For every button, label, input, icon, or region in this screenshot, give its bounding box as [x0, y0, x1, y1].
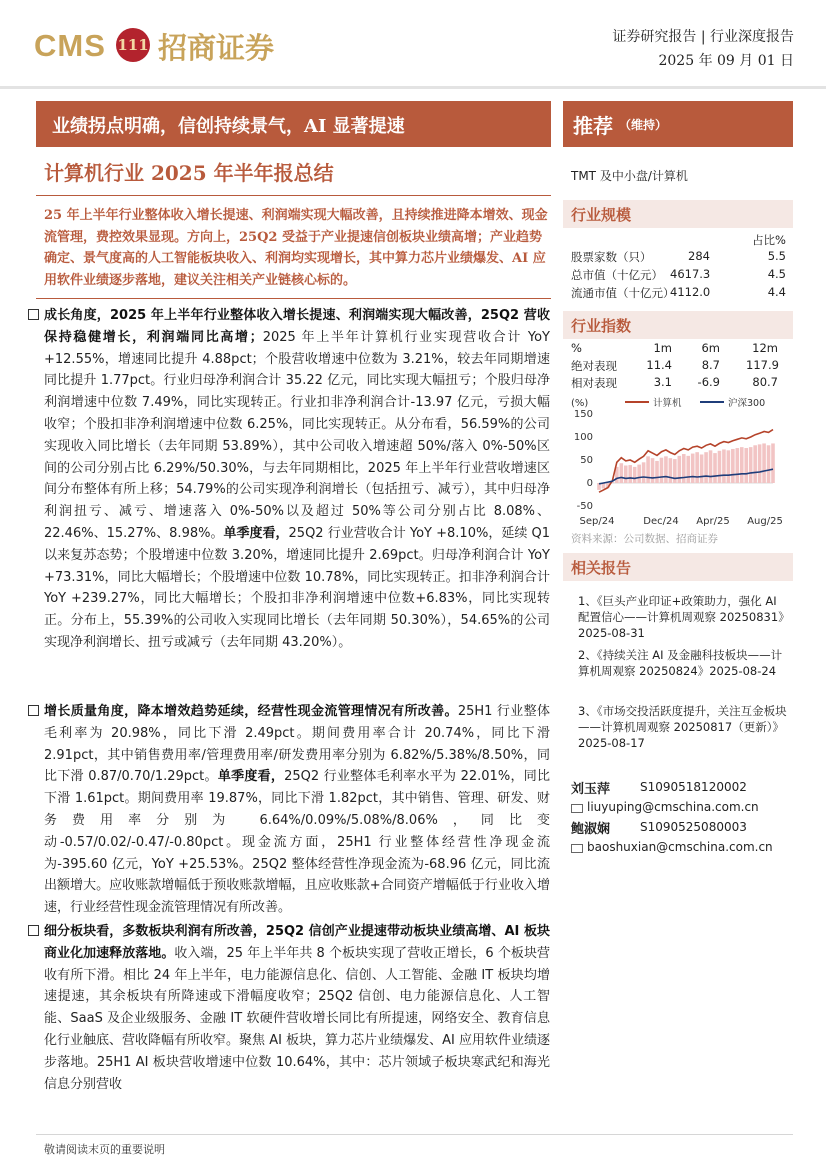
subtitle-divider [36, 195, 551, 196]
chart-ytick-label: 150 [573, 409, 593, 420]
analyst-email[interactable]: baoshuxian@cmschina.com.cn [587, 840, 773, 854]
chart-ytick-label: 50 [580, 455, 593, 466]
chart-relative-bar [771, 443, 775, 483]
chart-relative-bar [749, 447, 753, 483]
scale-title: 行业规模 [571, 206, 632, 224]
footer-note: 敬请阅读末页的重要说明 [44, 1143, 165, 1156]
logo-company-name: 招商证券 [158, 31, 275, 65]
report-item[interactable]: 1、《巨头产业印证+政策助力，强化 AI 配置信心——计算机周观察 20250831》2025-08-31 [578, 594, 784, 640]
chart-relative-bar [727, 450, 731, 483]
chart-relative-bar [731, 449, 735, 483]
index-row-label: 绝对表现 [571, 359, 617, 373]
footer-divider [36, 1134, 793, 1135]
report-subtitle: 计算机行业 2025 年半年报总结 [44, 161, 334, 185]
chart-relative-bar [686, 456, 690, 483]
chart-relative-bar [744, 448, 748, 483]
chart-xtick-label: Sep/24 [579, 516, 615, 527]
chart-relative-bar [678, 456, 682, 483]
bullet-icon [28, 309, 39, 320]
chart-ytick-label: 0 [586, 478, 593, 489]
index-value: 8.7 [701, 358, 720, 372]
scale-row-pct: 4.4 [767, 285, 786, 299]
index-col-header: 1m [653, 341, 672, 355]
chart-relative-bar [758, 444, 762, 483]
index-header [563, 311, 793, 339]
chart-relative-bar [736, 448, 740, 483]
report-date: 2025 年 09 月 01 日 [658, 53, 794, 69]
chart-legend-label: 计算机 [653, 398, 682, 409]
index-value: 117.9 [746, 358, 779, 372]
scale-header [563, 200, 793, 228]
chart-relative-bar [740, 447, 744, 483]
logo-mark-icon: 111 [116, 28, 150, 62]
section-quality-text: 25H1 行业整体毛利率为 20.98%，同比下滑 2.49pct。期间费用率合计 20.74%，同比下滑 2.91pct，其中销售费用率/管理费用率/研发费用率分别为 6.82%/5.38%/8.50%，同比下滑 0.87/0.70/1.29pct。 [44, 704, 550, 785]
index-chart [563, 392, 798, 532]
chart-relative-bar [646, 456, 650, 483]
index-col-header: % [571, 341, 582, 355]
chart-ylabel: (%) [571, 398, 589, 409]
mail-icon [571, 844, 583, 853]
chart-relative-bar [767, 445, 771, 483]
chart-relative-bar [628, 465, 632, 483]
chart-relative-bar [655, 461, 659, 483]
index-value: -6.9 [697, 375, 720, 389]
scale-row-pct: 4.5 [767, 267, 786, 281]
chart-relative-bar [709, 450, 713, 483]
scale-col-header: 占比% [752, 233, 786, 247]
scale-row-value: 4617.3 [670, 267, 711, 281]
main-title-bar [36, 101, 551, 147]
chart-relative-bar [753, 445, 757, 483]
section-sectors-bold: 细分板块看，多数板块利润有所改善，25Q2 信创产业提速带动板块业绩高增、AI 板块商业化加速释放落地。 [44, 924, 550, 961]
bullet-icon [28, 705, 39, 716]
chart-relative-bar [664, 456, 668, 483]
index-title: 行业指数 [571, 317, 632, 335]
section-growth-text2: 25Q2 行业营收合计 YoY +8.10%，延续 Q1 以来复苏态势；个股增速中位数 3.20%，增速同比提升 2.69pct。归母净利润合计 YoY +73.31%，同比大幅增长；个股增速中位数 10.78%，同比实现转正。扣非净利润合计 YoY +239.27%，同比大幅增长；个股扣非净利润增速中位数+6.83%，同比实现转正。分布上，55.39%的公司收入实现同比增长（去年同期 50.30%），54.65%的公司实现净利润增长、扭亏或减亏（去年同期 43.20%）。 [44, 525, 550, 650]
chart-relative-bar [633, 467, 637, 483]
index-value: 80.7 [752, 375, 778, 389]
chart-relative-bar [637, 465, 641, 483]
index-col-header: 6m [701, 341, 720, 355]
analyst-email[interactable]: liuyuping@cmschina.com.cn [587, 800, 759, 814]
reports-header [563, 553, 793, 581]
rating-label: 推荐 [573, 114, 613, 138]
chart-relative-bar [718, 451, 722, 483]
scale-row-pct: 5.5 [767, 249, 786, 263]
report-item[interactable]: 3、《市场交投活跃度提升，关注互金板块——计算机周观察 20250817（更新）》2025-08-17 [578, 704, 787, 750]
section-growth [44, 305, 550, 654]
main-title: 业绩拐点明确，信创持续景气，AI 显著提速 [52, 116, 405, 137]
mail-icon [571, 804, 583, 813]
reports-title: 相关报告 [571, 559, 632, 577]
header-divider [0, 86, 826, 89]
chart-relative-bar [704, 452, 708, 483]
chart-relative-bar [713, 453, 717, 483]
sector-label: TMT 及中小盘/计算机 [571, 169, 688, 183]
section-quality [44, 701, 550, 919]
chart-relative-bar [695, 452, 699, 483]
section-quality-text2: 25Q2 行业整体毛利率水平为 22.01%，同比下滑 1.61pct。期间费用率 19.87%，同比下滑 1.82pct，其中销售、管理、研发、财务费用率分别为 6.64%/0.09%/5.08%/8.06%，同比变动-0.57/0.02/-0.47/-0.80pct。现金流方面，25H1 行业整体经营性净现金流为-395.60 亿元，YoY +25.53%。25Q2 整体经营性净现金流为-68.96 亿元，同比流出额增大。应收账款增幅低于预收账款增幅，且应收账款+合同资产增幅低于行业收入增速，行业经营性现金流管理情况有所改善。 [44, 769, 550, 916]
summary-text: 25 年上半年行业整体收入增长提速、利润端实现大幅改善，且持续推进降本增效、现金流管理，费控效果显现。方向上，25Q2 受益于产业提速信创板块业绩高增；产业趋势确定、景气度高的人工智能板块收入、利润均实现增长，其中算力芯片业绩爆发、AI 应用软件业绩逐步落地，建议关注相关产业链核心标的。 [44, 208, 548, 288]
scale-row-value: 284 [688, 249, 710, 263]
section-growth-bold2: 单季度看， [223, 525, 289, 541]
section-sectors [44, 921, 550, 1095]
chart-relative-bar [762, 443, 766, 483]
section-growth-text: 2025 年上半年计算机行业实现营收合计 YoY +12.55%，增速同比提升 4.88pct；个股营收增速中位数为 3.21%，较去年同期增速同比提升 1.77pct。行业归母净利润合计 35.22 亿元，同比实现大幅扭亏；个股归母净利润增速中位数 7.49%，同比实现转正。行业扣非净利润合计-13.97 亿元，亏损大幅收窄；个股扣非净利润增速中位数 6.25%，同比实现转正。从分布看，56.59%的公司实现收入同比增长（去年同期 53.89%），其中公司收入增速超 50%/落入 0%-50%区间的公司分别占比 6.29%/50.30%，与去年同期相比，2025 年上半年行业营收增速区间分布整体有所上移；54.79%的公司实现净利润增长（包括扭亏、减亏），其中归母净利润扭亏、减亏、增速落入 0%-50%以及超过 50%等公司分别占比 8.08%、22.46%、15.27%、8.98%。 [44, 329, 550, 541]
index-value: 3.1 [653, 375, 672, 389]
chart-relative-bar [660, 458, 664, 483]
chart-relative-bar [673, 459, 677, 483]
logo-cms-text: CMS [34, 28, 106, 63]
section-quality-bold: 增长质量角度，降本增效趋势延续，经营性现金流管理情况有所改善。 [44, 704, 458, 719]
report-item[interactable]: 2、《持续关注 AI 及金融科技板块——计算机周观察 20250824》2025-08-24 [578, 648, 783, 678]
summary-divider [36, 298, 551, 299]
scale-row-value: 4112.0 [670, 285, 711, 299]
scale-row-label: 股票家数（只） [571, 250, 652, 264]
chart-relative-bar [700, 454, 704, 483]
index-value: 11.4 [646, 358, 672, 372]
rating-bar [563, 101, 793, 147]
chart-relative-bar [682, 454, 686, 483]
chart-xtick-label: Apr/25 [696, 516, 730, 527]
chart-relative-bar [651, 458, 655, 483]
chart-xtick-label: Dec/24 [643, 516, 679, 527]
doc-type: 证券研究报告 | 行业深度报告 [612, 29, 794, 45]
chart-relative-bar [642, 462, 646, 483]
chart-legend-label: 沪深300 [728, 398, 766, 409]
chart-relative-bar [669, 458, 673, 483]
index-col-header: 12m [752, 341, 778, 355]
index-row-label: 相对表现 [571, 376, 617, 390]
analyst-id: S1090525080003 [640, 820, 747, 834]
chart-ytick-label: -50 [576, 501, 593, 512]
chart-relative-bar [691, 454, 695, 483]
chart-ytick-label: 100 [573, 432, 593, 443]
section-quality-bold2: 单季度看， [217, 769, 285, 785]
analyst-name: 鲍淑娴 [571, 822, 611, 837]
chart-relative-bar [624, 466, 628, 483]
scale-row-label: 流通市值（十亿元） [571, 286, 675, 300]
section-sectors-text: 收入端，25 年上半年共 8 个板块实现了营收正增长，6 个板块营收有所下滑。相比 24 年上半年，电力能源信息化、信创、人工智能、金融 IT 板块均增速提速，其余板块有所降速或下滑幅度收窄；25Q2 信创、电力能源信息化、人工智能、SaaS 及企业级服务、金融 IT 软硬件营收增长同比有所提速，网络安全、教育信息化行业触底、营收降幅有所收窄。聚焦 AI 板块，算力芯片业绩爆发、AI 应用软件业绩逐步落地。25H1 AI 板块营收增速中位数 10.64%，其中：芯片领域子板块寒武纪和海光信息分别营收 [44, 945, 550, 1092]
chart-relative-bar [722, 449, 726, 483]
bullet-icon [28, 925, 39, 936]
logo [34, 24, 284, 68]
scale-row-label: 总市值（十亿元） [571, 268, 663, 282]
chart-source: 资料来源：公司数据、招商证券 [571, 533, 718, 545]
chart-xtick-label: Aug/25 [747, 516, 783, 527]
chart-relative-bar [620, 463, 624, 483]
section-growth-bold: 成长角度，2025 年上半年行业整体收入增长提速、利润端实现大幅改善，25Q2 营收保持稳健增长，利润端同比高增； [44, 308, 550, 345]
rating-sub: （维持） [619, 118, 668, 132]
analyst-id: S1090518120002 [640, 780, 747, 794]
analyst-name: 刘玉萍 [571, 782, 611, 797]
